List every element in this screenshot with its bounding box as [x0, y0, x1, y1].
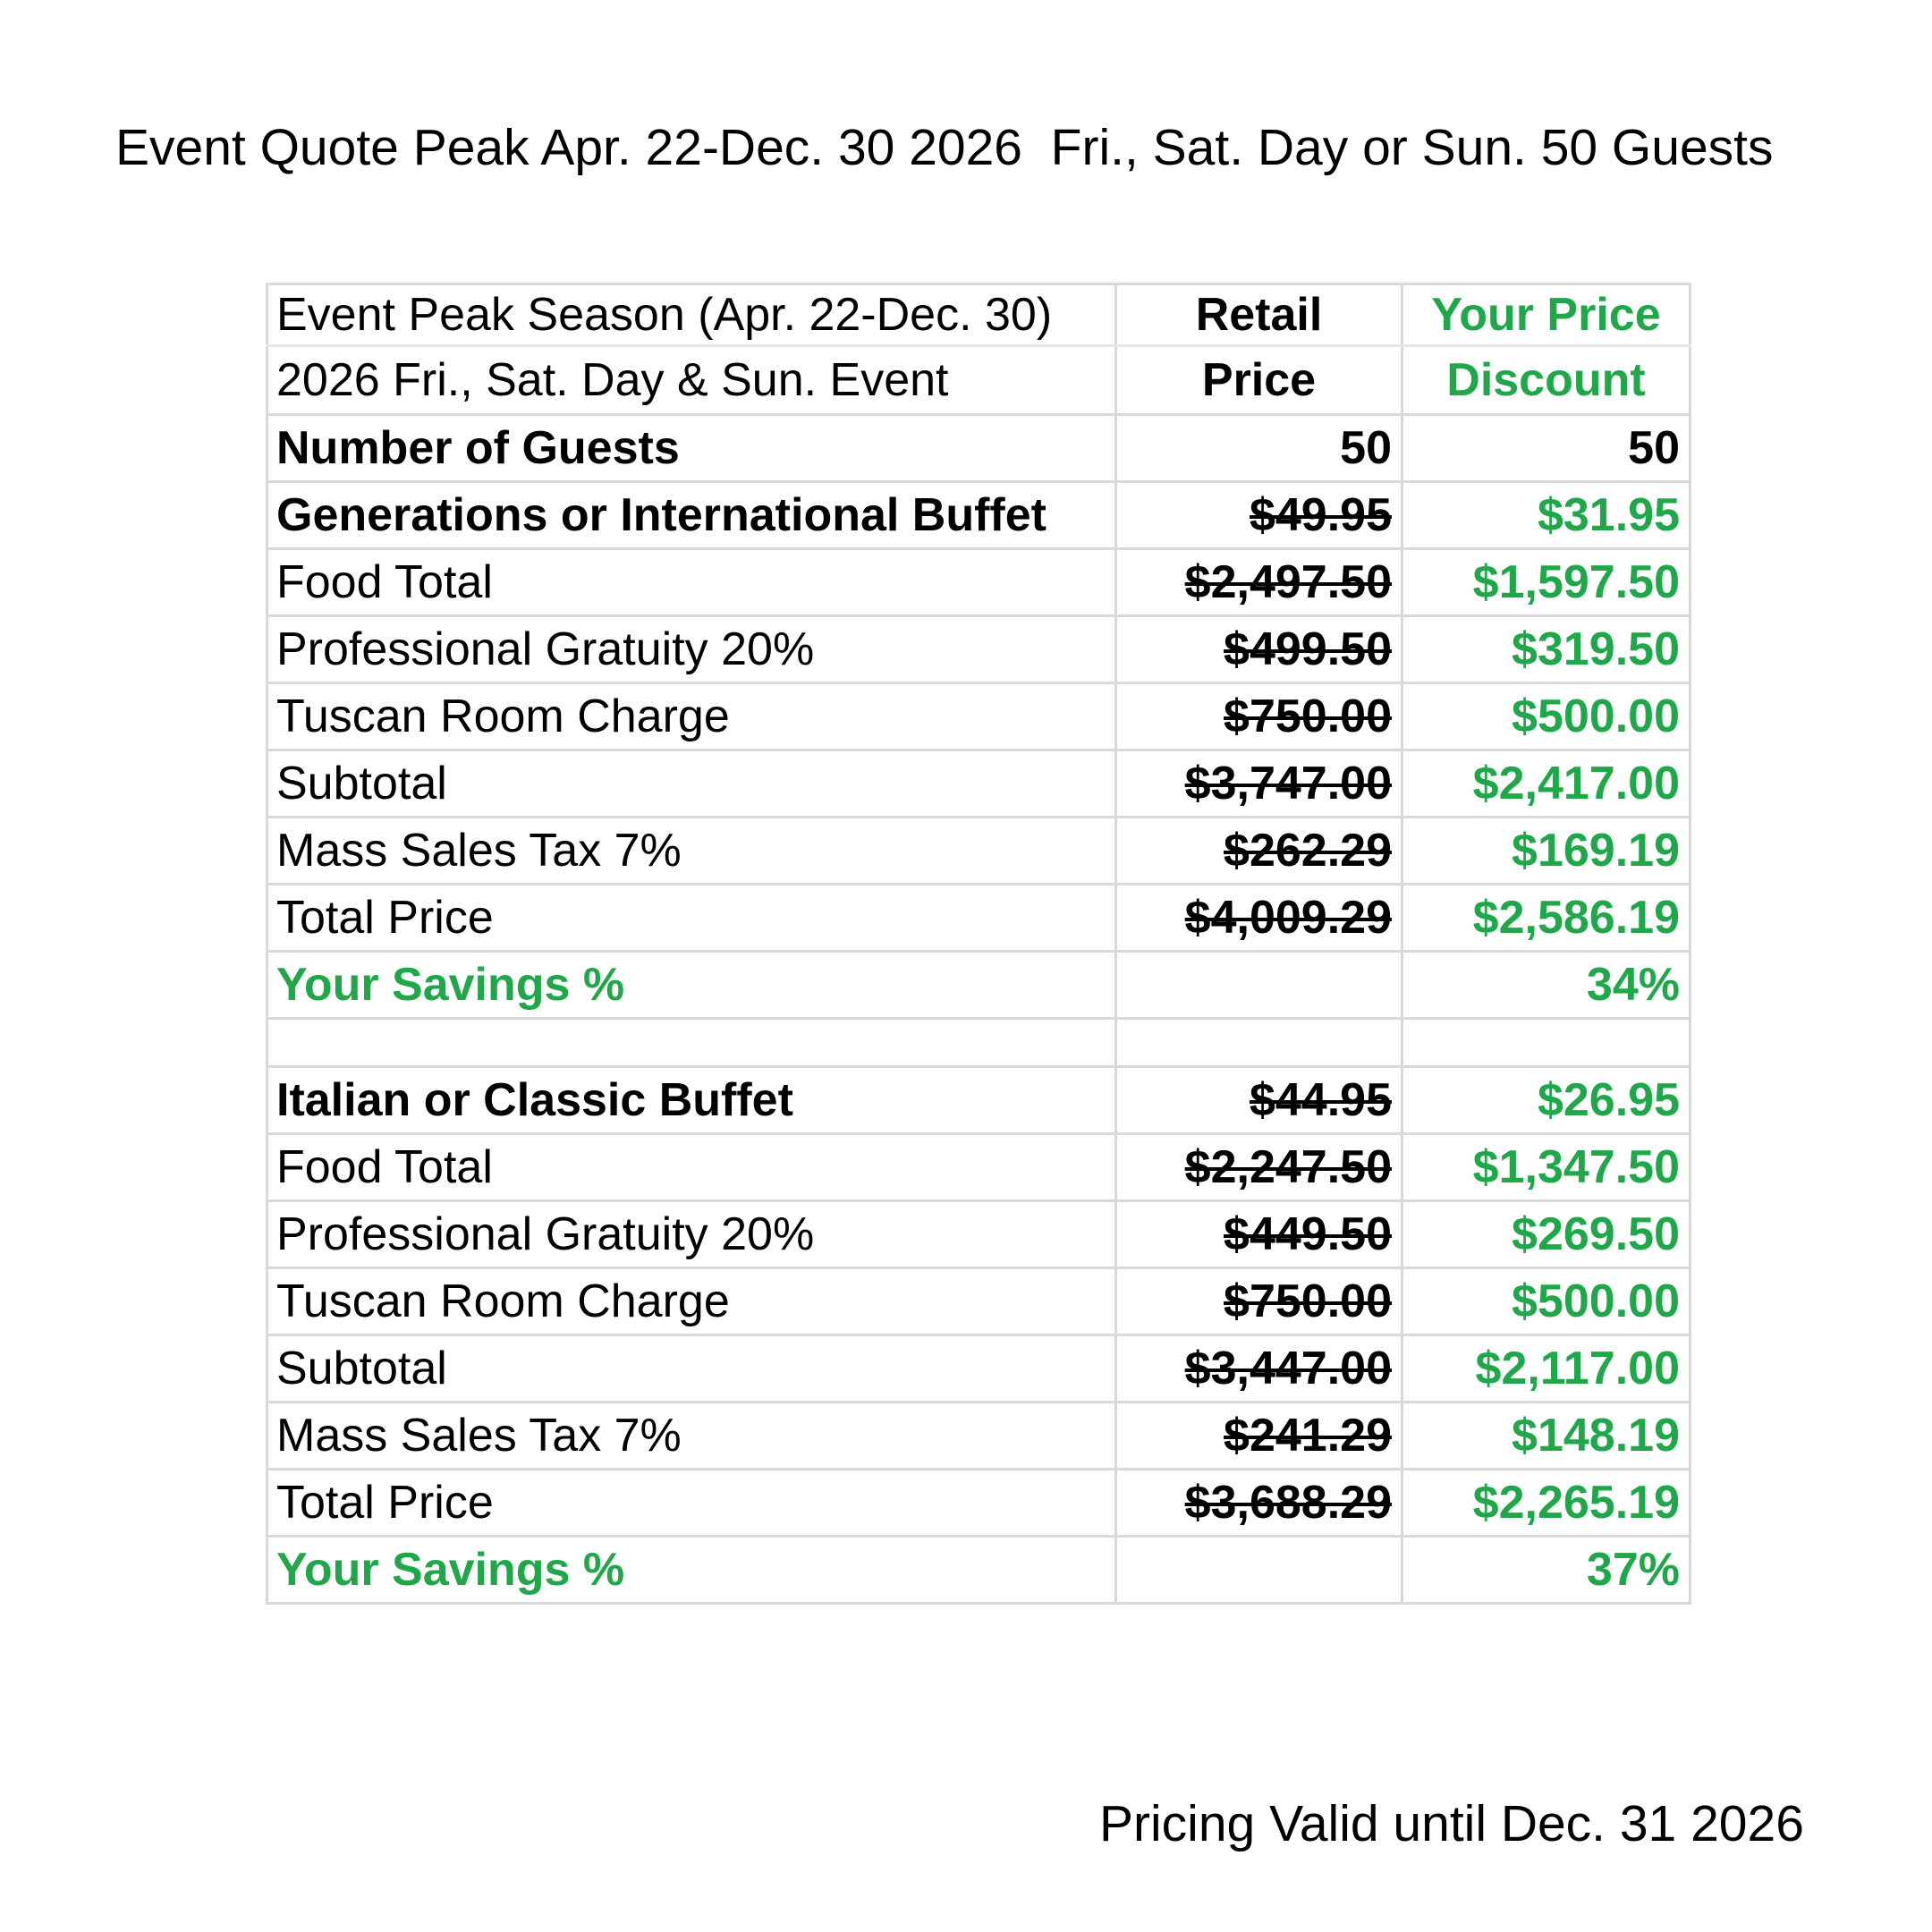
discount-price: $2,117.00 [1402, 1335, 1690, 1402]
row-label: Total Price [267, 885, 1116, 952]
table-row [267, 750, 1690, 818]
discount-price: $500.00 [1402, 1268, 1690, 1335]
header-retail-line2: Price [1116, 346, 1402, 415]
retail-price: $449.50 [1116, 1201, 1402, 1268]
header-label-line2: 2026 Fri., Sat. Day & Sun. Event [267, 346, 1116, 415]
savings-row [267, 952, 1690, 1019]
row-label: Total Price [267, 1470, 1116, 1537]
row-label: Professional Gratuity 20% [267, 1201, 1116, 1268]
table-row [267, 818, 1690, 885]
discount-price: $319.50 [1402, 616, 1690, 683]
row-label: Food Total [267, 549, 1116, 616]
retail-price: $2,247.50 [1116, 1134, 1402, 1201]
savings-label: Your Savings % [267, 1537, 1116, 1604]
buffet-row [267, 1067, 1690, 1134]
spacer-row [267, 1019, 1690, 1067]
buffet-label: Generations or International Buffet [267, 482, 1116, 549]
pricing-valid-note: Pricing Valid until Dec. 31 2026 [1099, 1795, 1804, 1852]
discount-price: $2,265.19 [1402, 1470, 1690, 1537]
empty-cell [1402, 1019, 1690, 1067]
guests-retail: 50 [1116, 415, 1402, 482]
discount-price: $2,417.00 [1402, 750, 1690, 818]
savings-percent: 34% [1402, 952, 1690, 1019]
header-retail-line1: Retail [1116, 284, 1402, 346]
page-title: Event Quote Peak Apr. 22-Dec. 30 2026 Fri., Sat. Day or Sun. 50 Guests [115, 119, 1774, 176]
row-label: Subtotal [267, 750, 1116, 818]
row-label: Subtotal [267, 1335, 1116, 1402]
discount-price: $169.19 [1402, 818, 1690, 885]
row-label: Tuscan Room Charge [267, 1268, 1116, 1335]
empty-cell [1116, 952, 1402, 1019]
retail-price: $750.00 [1116, 683, 1402, 750]
empty-cell [267, 1019, 1116, 1067]
guests-label: Number of Guests [267, 415, 1116, 482]
savings-label: Your Savings % [267, 952, 1116, 1019]
table-row [267, 549, 1690, 616]
header-label-line1: Event Peak Season (Apr. 22-Dec. 30) [267, 284, 1116, 346]
retail-price: $2,497.50 [1116, 549, 1402, 616]
retail-price: $750.00 [1116, 1268, 1402, 1335]
retail-price: $241.29 [1116, 1402, 1402, 1470]
discount-price: $500.00 [1402, 683, 1690, 750]
savings-percent: 37% [1402, 1537, 1690, 1604]
discount-price: $1,597.50 [1402, 549, 1690, 616]
quote-table [266, 283, 1691, 1605]
buffet-label: Italian or Classic Buffet [267, 1067, 1116, 1134]
table-row [267, 1402, 1690, 1470]
retail-price: $499.50 [1116, 616, 1402, 683]
buffet-row [267, 482, 1690, 549]
row-label: Professional Gratuity 20% [267, 616, 1116, 683]
discount-price: $26.95 [1402, 1067, 1690, 1134]
table-row [267, 1134, 1690, 1201]
empty-cell [1116, 1019, 1402, 1067]
header-your-price-line2: Discount [1402, 346, 1690, 415]
retail-price: $262.29 [1116, 818, 1402, 885]
table-row [267, 1268, 1690, 1335]
table-row [267, 1335, 1690, 1402]
table-row [267, 683, 1690, 750]
header-row [267, 284, 1690, 346]
retail-price: $49.95 [1116, 482, 1402, 549]
discount-price: $2,586.19 [1402, 885, 1690, 952]
retail-price: $3,447.00 [1116, 1335, 1402, 1402]
savings-row [267, 1537, 1690, 1604]
row-label: Mass Sales Tax 7% [267, 818, 1116, 885]
retail-price: $4,009.29 [1116, 885, 1402, 952]
discount-price: $31.95 [1402, 482, 1690, 549]
guests-row [267, 415, 1690, 482]
row-label: Food Total [267, 1134, 1116, 1201]
table-row [267, 616, 1690, 683]
row-label: Mass Sales Tax 7% [267, 1402, 1116, 1470]
discount-price: $1,347.50 [1402, 1134, 1690, 1201]
header-your-price-line1: Your Price [1402, 284, 1690, 346]
discount-price: $269.50 [1402, 1201, 1690, 1268]
table-row [267, 885, 1690, 952]
guests-your-price: 50 [1402, 415, 1690, 482]
retail-price: $44.95 [1116, 1067, 1402, 1134]
empty-cell [1116, 1537, 1402, 1604]
table-row [267, 1470, 1690, 1537]
retail-price: $3,747.00 [1116, 750, 1402, 818]
discount-price: $148.19 [1402, 1402, 1690, 1470]
retail-price: $3,688.29 [1116, 1470, 1402, 1537]
table-row [267, 1201, 1690, 1268]
header-row [267, 346, 1690, 415]
row-label: Tuscan Room Charge [267, 683, 1116, 750]
